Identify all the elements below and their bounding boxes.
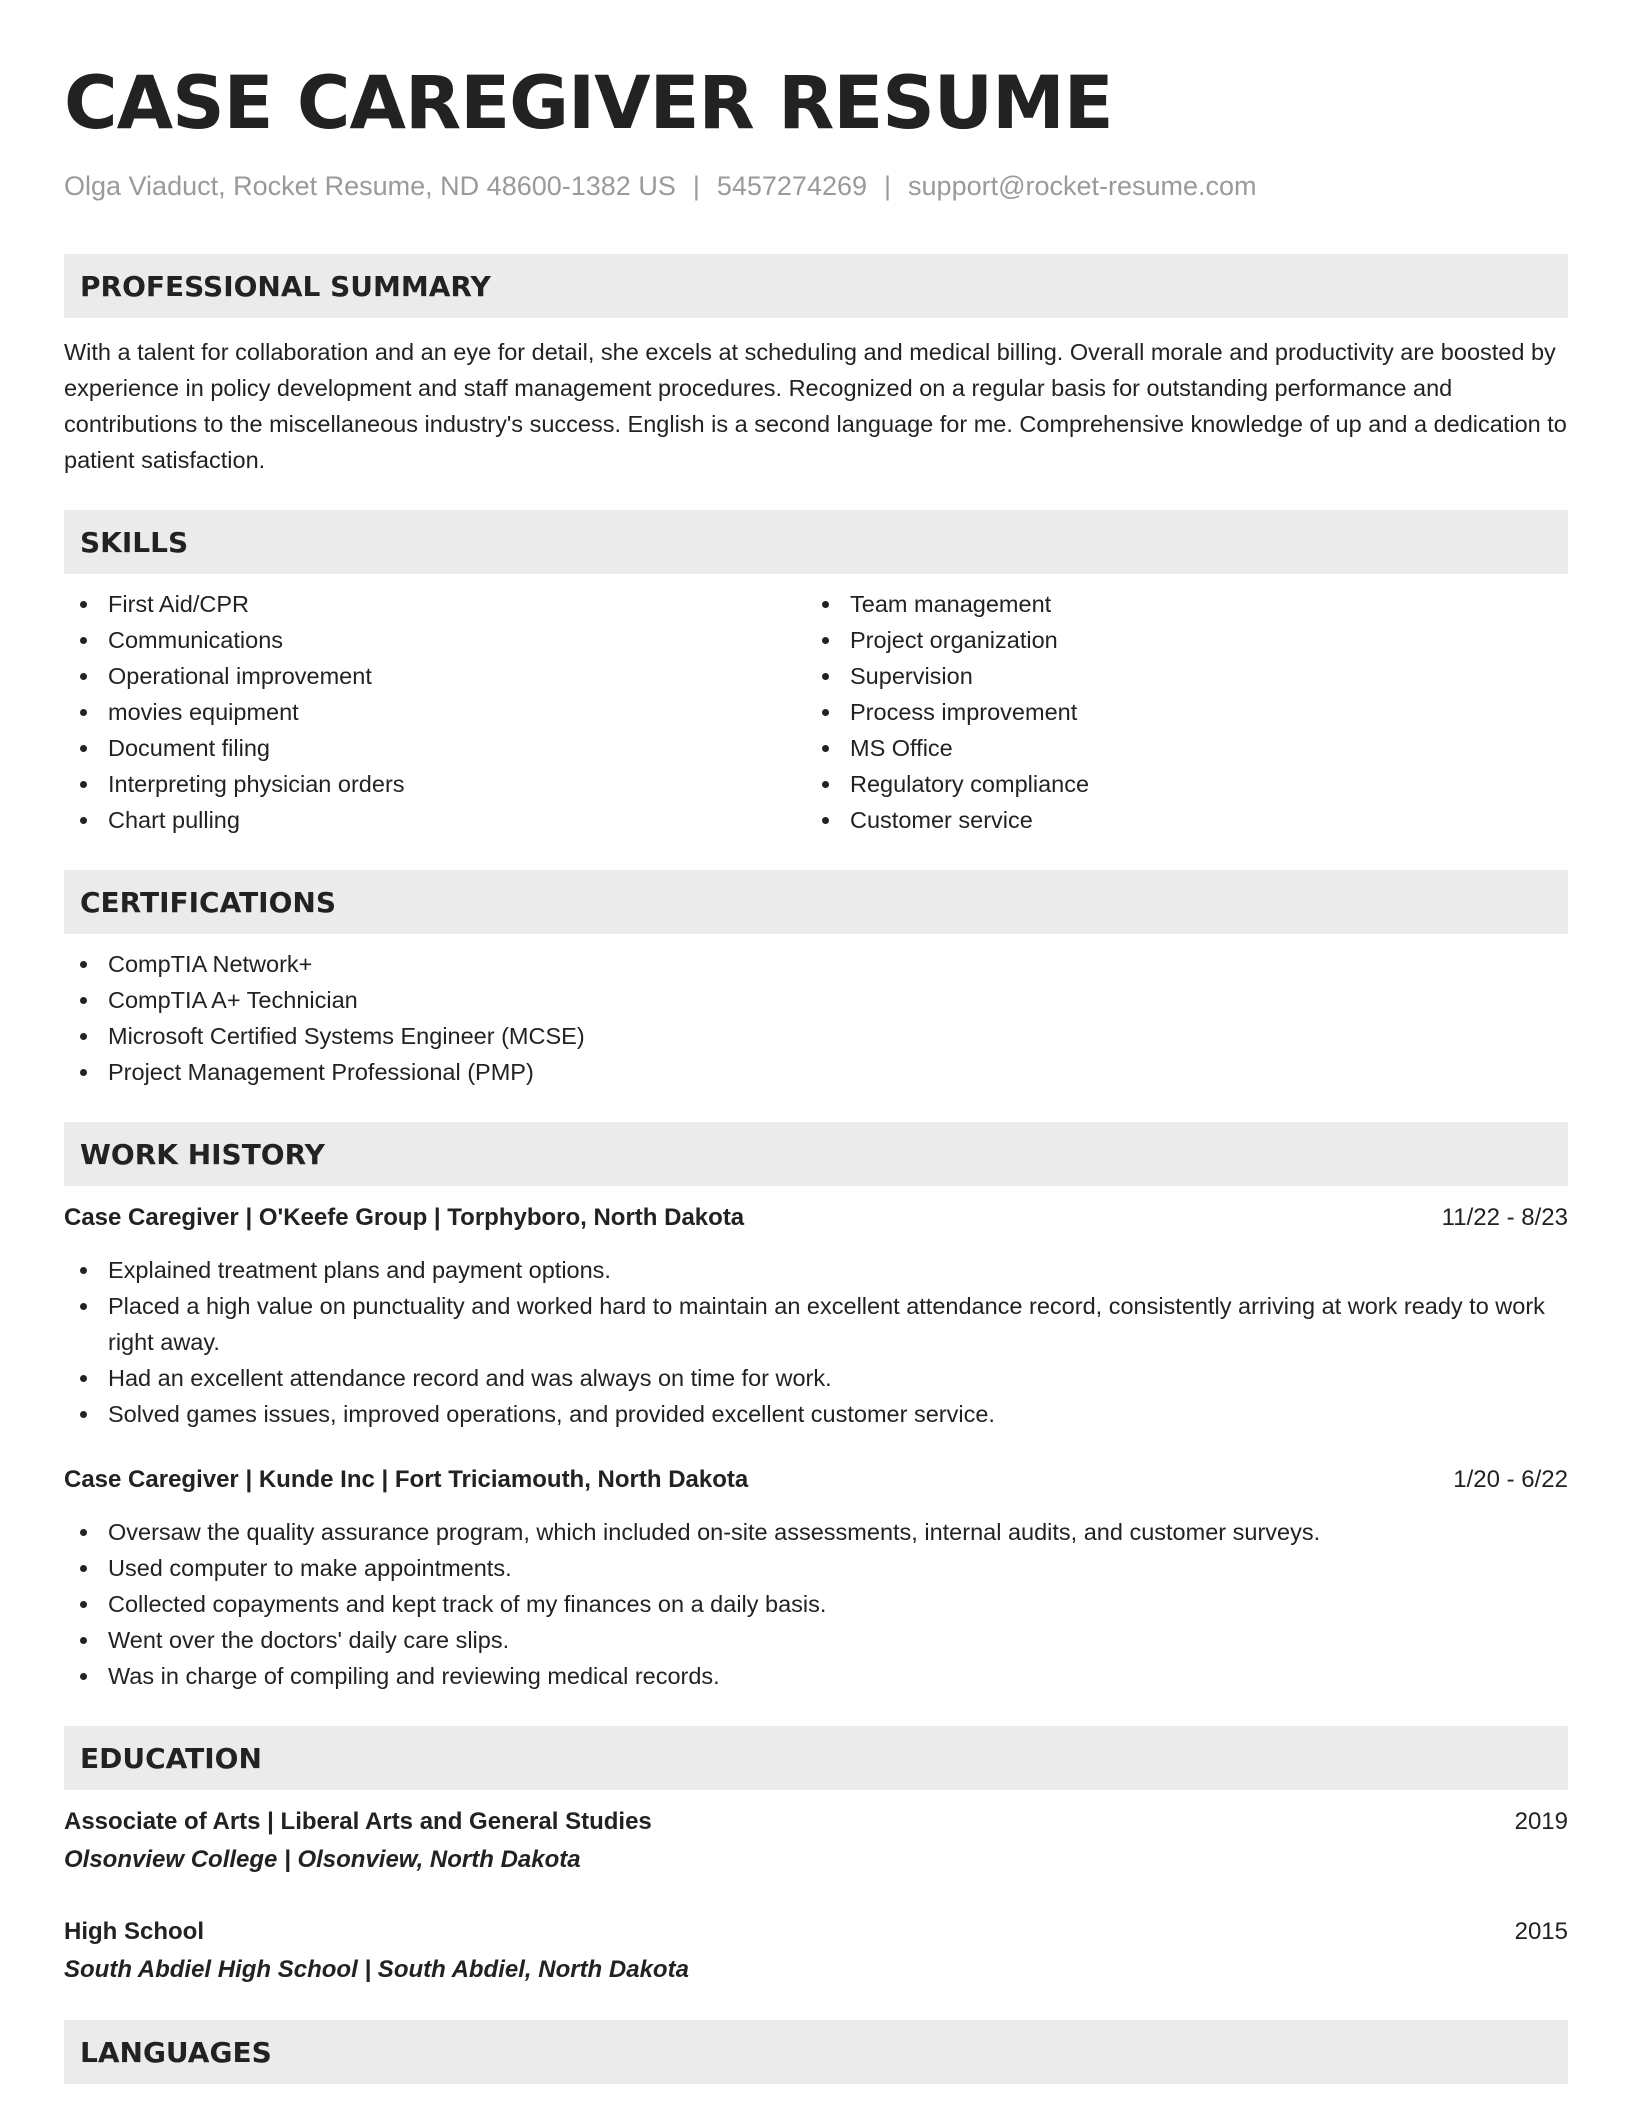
job-title: Case Caregiver | O'Keefe Group | Torphyboro, North Dakota <box>64 1204 745 1231</box>
certification-item: Microsoft Certified Systems Engineer (MCSE) <box>64 1018 1568 1054</box>
skills-list <box>64 586 1568 838</box>
job-duty: Placed a high value on punctuality and worked hard to maintain an excellent attendance record, consistently arriving at work ready to work right away. <box>64 1288 1568 1360</box>
skill-item: Team management <box>806 586 1548 622</box>
job-duty: Collected copayments and kept track of my finances on a daily basis. <box>64 1586 1568 1622</box>
resume-title: CASE CAREGIVER RESUME <box>64 61 1113 146</box>
contact-separator: | <box>884 171 892 201</box>
education-entry <box>64 1914 1568 1988</box>
job-dates: 1/20 - 6/22 <box>1453 1466 1568 1493</box>
job-title: Case Caregiver | Kunde Inc | Fort Triciamouth, North Dakota <box>64 1466 749 1493</box>
contact-phone: 5457274269 <box>716 171 868 201</box>
job-duty: Was in charge of compiling and reviewing medical records. <box>64 1658 1568 1694</box>
certifications-list <box>64 946 1568 1090</box>
education-heading: EDUCATION <box>64 1726 1568 1790</box>
education-header <box>64 1804 1568 1840</box>
job-duties <box>64 1514 1568 1694</box>
skills-column-right <box>806 586 1548 838</box>
contact-separator: | <box>692 171 700 201</box>
job-duty: Solved games issues, improved operations, and provided excellent customer service. <box>64 1396 1568 1432</box>
summary-text: With a talent for collaboration and an eye for detail, she excels at scheduling and medical billing. Overall morale and productivity are boosted by experience in policy development and staff management procedures. Recognized on a regular basis for outstanding performance and contributions to the miscellaneous industry's success. English is a second language for me. Comprehensive knowledge of up and a dedication to patient satisfaction. <box>64 339 1567 473</box>
skill-item: Project organization <box>806 622 1548 658</box>
education-school: South Abdiel High School | South Abdiel, North Dakota <box>64 1956 689 1983</box>
job-entry <box>64 1200 1568 1432</box>
skill-item: Customer service <box>806 802 1548 838</box>
certification-item: Project Management Professional (PMP) <box>64 1054 1568 1090</box>
job-entry <box>64 1462 1568 1694</box>
skill-item: Regulatory compliance <box>806 766 1548 802</box>
job-duty: Went over the doctors' daily care slips. <box>64 1622 1568 1658</box>
skill-item: Document filing <box>64 730 806 766</box>
job-duty: Used computer to make appointments. <box>64 1550 1568 1586</box>
skill-item: Supervision <box>806 658 1548 694</box>
certifications-heading: CERTIFICATIONS <box>64 870 1568 934</box>
job-duty: Oversaw the quality assurance program, which included on-site assessments, internal audits, and customer surveys. <box>64 1514 1568 1550</box>
job-header <box>64 1200 1568 1236</box>
skills-heading: SKILLS <box>64 510 1568 574</box>
contact-line <box>64 168 1568 204</box>
job-duties <box>64 1252 1568 1432</box>
education-year: 2015 <box>1514 1918 1568 1945</box>
job-header <box>64 1462 1568 1498</box>
certification-item: CompTIA A+ Technician <box>64 982 1568 1018</box>
skill-item: Communications <box>64 622 806 658</box>
summary-heading: PROFESSIONAL SUMMARY <box>64 254 1568 318</box>
languages-heading: LANGUAGES <box>64 2020 1568 2084</box>
work-history-heading: WORK HISTORY <box>64 1122 1568 1186</box>
job-dates: 11/22 - 8/23 <box>1441 1204 1568 1231</box>
education-degree: Associate of Arts | Liberal Arts and General Studies <box>64 1808 652 1835</box>
skill-item: Process improvement <box>806 694 1548 730</box>
education-header <box>64 1914 1568 1950</box>
education-school: Olsonview College | Olsonview, North Dakota <box>64 1846 581 1873</box>
education-entry <box>64 1804 1568 1878</box>
skill-item: movies equipment <box>64 694 806 730</box>
skill-item: MS Office <box>806 730 1548 766</box>
contact-email: support@rocket-resume.com <box>908 171 1257 201</box>
certification-item: CompTIA Network+ <box>64 946 1568 982</box>
skills-column-left <box>64 586 806 838</box>
education-degree: High School <box>64 1918 204 1945</box>
job-duty: Had an excellent attendance record and was always on time for work. <box>64 1360 1568 1396</box>
skill-item: Operational improvement <box>64 658 806 694</box>
skill-item: Interpreting physician orders <box>64 766 806 802</box>
contact-address: Olga Viaduct, Rocket Resume, ND 48600-1382 US <box>64 171 676 201</box>
skill-item: First Aid/CPR <box>64 586 806 622</box>
education-year: 2019 <box>1514 1808 1568 1835</box>
job-duty: Explained treatment plans and payment options. <box>64 1252 1568 1288</box>
skill-item: Chart pulling <box>64 802 806 838</box>
